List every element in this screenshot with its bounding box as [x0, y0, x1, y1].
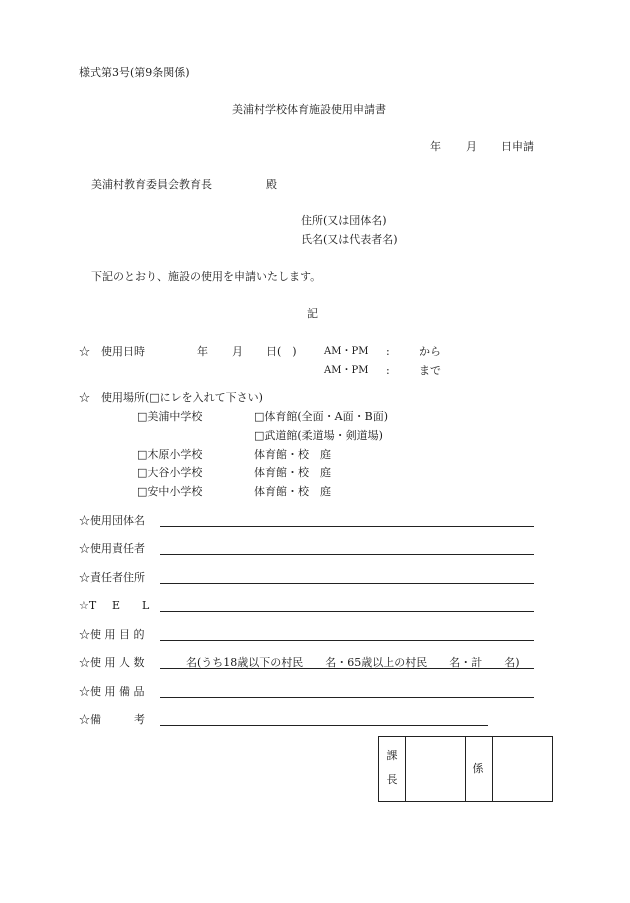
usage-year: 年: [197, 345, 208, 358]
people-detail: 名(うち18歳以下の村民 名・65歳以上の村民 名・計 名): [186, 656, 520, 669]
ampm-1: AM・PM: [324, 346, 369, 357]
place-school-annaka: □安中小学校: [137, 485, 203, 498]
equipment-input-line[interactable]: [160, 697, 534, 698]
purpose-label: ☆使 用 目 的: [79, 628, 145, 641]
place-facility-ooya: 体育館・校 庭: [254, 466, 331, 479]
place-school-kihara: □木原小学校: [137, 448, 203, 461]
applicant-address-label: 住所(又は団体名): [301, 214, 387, 227]
colon-2: :: [386, 364, 390, 377]
date-month: 月: [466, 140, 477, 153]
colon-1: :: [386, 345, 390, 358]
kacho-stamp-cell[interactable]: [405, 737, 466, 801]
tel-input-line[interactable]: [160, 611, 534, 612]
kacho-char-1: 課: [386, 749, 398, 762]
group-name-input-line[interactable]: [160, 526, 534, 527]
remarks-label: ☆備 考: [79, 713, 145, 726]
page-title: 美浦村学校体育施設使用申請書: [232, 103, 386, 116]
purpose-input-line[interactable]: [160, 640, 534, 641]
place-facility-gym: □体育館(全面・A面・B面): [254, 410, 389, 423]
responsible-address-label: ☆責任者住所: [79, 571, 145, 584]
tel-label-t: ☆T: [79, 599, 97, 612]
suffix-from: から: [419, 345, 441, 358]
suffix-until: まで: [419, 364, 441, 377]
applicant-name-label: 氏名(又は代表者名): [301, 233, 398, 246]
kakari-char: 係: [472, 762, 484, 775]
place-facility-annaka: 体育館・校 庭: [254, 485, 331, 498]
addressee-name: 美浦村教育委員会教育長: [91, 178, 212, 191]
addressee-honorific: 殿: [266, 178, 277, 191]
remarks-input-line[interactable]: [160, 725, 488, 726]
usage-place-label: ☆ 使用場所(□にレを入れて下さい): [79, 391, 263, 404]
people-label: ☆使 用 人 数: [79, 656, 145, 669]
ampm-2: AM・PM: [324, 365, 369, 376]
date-day: 日申請: [501, 140, 534, 153]
place-school-ooya: □大谷小学校: [137, 466, 203, 479]
tel-label-l: L: [142, 599, 150, 612]
tel-label-e: E: [112, 599, 121, 612]
usage-day: 日( ): [266, 345, 297, 358]
kacho-char-2: 長: [386, 773, 398, 786]
intro-text: 下記のとおり、施設の使用を申請いたします。: [91, 270, 322, 283]
usage-month: 月: [232, 345, 243, 358]
place-facility-kihara: 体育館・校 庭: [254, 448, 331, 461]
group-name-label: ☆使用団体名: [79, 514, 145, 527]
place-facility-budokan: □武道館(柔道場・剣道場): [254, 429, 383, 442]
equipment-label: ☆使 用 備 品: [79, 685, 145, 698]
responsible-input-line[interactable]: [160, 554, 534, 555]
ki-heading: 記: [307, 307, 318, 320]
responsible-address-input-line[interactable]: [160, 583, 534, 584]
responsible-label: ☆使用責任者: [79, 542, 145, 555]
place-school-miura-chu: □美浦中学校: [137, 410, 203, 423]
kakari-stamp-cell[interactable]: [493, 737, 552, 801]
kakari-header-cell: [465, 737, 493, 801]
date-year: 年: [430, 140, 441, 153]
kacho-header-cell: [379, 737, 406, 801]
form-number: 様式第3号(第9条関係): [79, 66, 190, 79]
people-input-line[interactable]: [160, 668, 534, 669]
approval-stamp-box: [378, 736, 553, 802]
usage-datetime-label: ☆ 使用日時: [79, 345, 145, 358]
